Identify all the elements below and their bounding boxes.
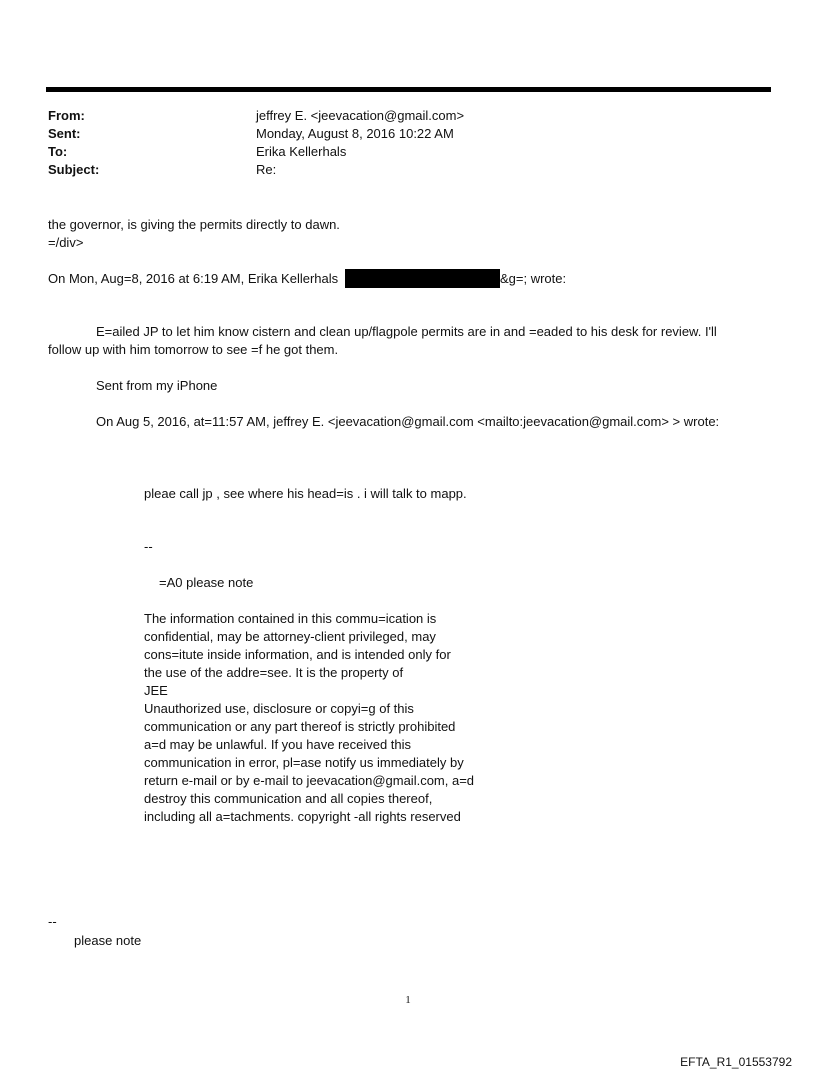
disclaimer-line: JEE — [144, 683, 168, 698]
reply-line-1: E=ailed JP to let him know cistern and clean up/flagpole permits are in and =eaded to his desk for review. I'll — [96, 324, 717, 339]
disclaimer-line: communication in error, pl=ase notify us immediately by — [144, 755, 464, 770]
signature-dashes: -- — [144, 539, 153, 554]
disclaimer-line: the use of the addre=see. It is the property of — [144, 665, 404, 680]
sent-value: Monday, August 8, 2016 10:22 AM — [256, 126, 454, 141]
body-line-2: =/div> — [48, 235, 84, 250]
disclaimer-line: return e-mail or by e-mail to jeevacation@gmail.com, a=d — [144, 773, 475, 788]
footer-dashes: -- — [48, 914, 57, 929]
from-label: From: — [48, 108, 85, 123]
bates-number: EFTA_R1_01553792 — [680, 1055, 792, 1069]
quote-header-prefix: On Mon, Aug=8, 2016 at 6:19 AM, Erika Kellerhals — [48, 271, 339, 286]
quote-header-suffix: &g=; wrote: — [500, 271, 567, 286]
reply-line-2: follow up with him tomorrow to see =f he got them. — [48, 342, 339, 357]
disclaimer-line: communication or any part thereof is strictly prohibited — [144, 719, 456, 734]
inner-quote-header: On Aug 5, 2016, at=11:57 AM, jeffrey E. <jeevacation@gmail.com <mailto:jeevacation@gmail.com> > wrote: — [96, 414, 720, 429]
disclaimer-line: including all a=tachments. copyright -all rights reserved — [144, 809, 461, 824]
disclaimer-block — [144, 610, 474, 826]
subject-value: Re: — [256, 162, 277, 177]
from-value: jeffrey E. <jeevacation@gmail.com> — [256, 108, 465, 123]
disclaimer-line: The information contained in this commu=ication is — [144, 611, 437, 626]
sent-from-iphone: Sent from my iPhone — [96, 378, 218, 393]
signature-note: =A0 please note — [159, 575, 254, 590]
inner-message: pleae call jp , see where his head=is . i will talk to mapp. — [144, 486, 467, 501]
disclaimer-line: destroy this communication and all copies thereof, — [144, 791, 433, 806]
redaction-bar — [345, 269, 500, 288]
page-number: 1 — [405, 994, 411, 1006]
to-value: Erika Kellerhals — [256, 144, 347, 159]
disclaimer-line: a=d may be unlawful. If you have received this — [144, 737, 412, 752]
disclaimer-line: cons=itute inside information, and is intended only for — [144, 647, 451, 662]
footer-note: please note — [74, 933, 142, 948]
subject-label: Subject: — [48, 162, 100, 177]
body-line-1: the governor, is giving the permits directly to dawn. — [48, 217, 340, 232]
disclaimer-line: confidential, may be attorney-client privileged, may — [144, 629, 436, 644]
disclaimer-line: Unauthorized use, disclosure or copyi=g of this — [144, 701, 414, 716]
header-rule — [46, 87, 771, 92]
to-label: To: — [48, 144, 68, 159]
sent-label: Sent: — [48, 126, 81, 141]
